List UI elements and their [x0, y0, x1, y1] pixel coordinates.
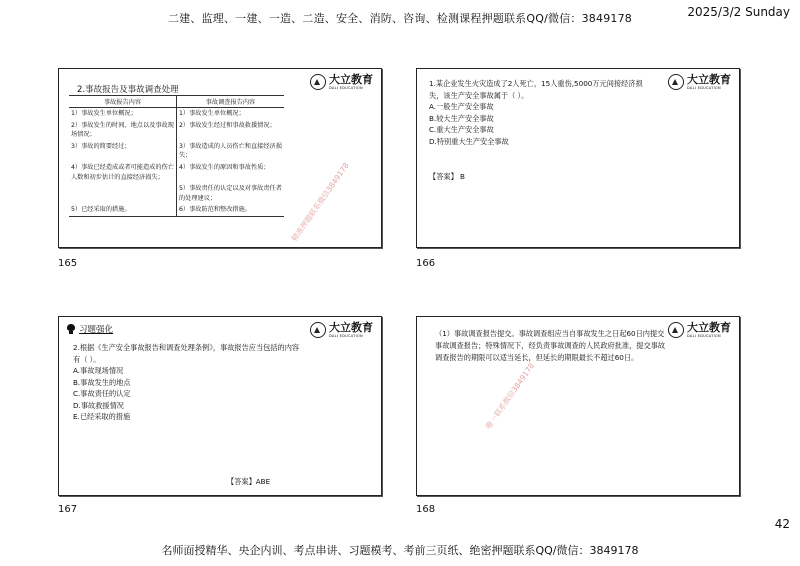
dali-logo	[668, 74, 731, 91]
slide-165	[58, 68, 382, 248]
slide-166	[416, 68, 740, 248]
table-row	[69, 141, 284, 162]
table-cell: 2）事故发生经过和事故救援情况；	[179, 121, 276, 129]
table-cell: 5）事故责任的认定以及对事故责任者的处理建议；	[179, 185, 282, 202]
table-cell: 3）事故造成的人员伤亡和直接经济损失；	[179, 142, 282, 160]
table-cell: 2）事故发生的时间、地点以及事故现场情况；	[69, 120, 177, 141]
option-a: A.事故现场情况	[73, 366, 124, 375]
table-cell	[69, 183, 177, 204]
report-content-table	[69, 95, 284, 217]
section-heading	[67, 323, 113, 335]
slide-number: 168	[416, 504, 436, 515]
table-row	[69, 108, 284, 120]
table-header-investigation: 事故调查报告内容	[177, 96, 285, 108]
table-row	[69, 204, 284, 216]
dali-logo-icon	[310, 322, 326, 338]
logo-en-text: DALI EDUCATION	[687, 86, 721, 90]
option-d: D.特别重大生产安全事故	[429, 136, 509, 146]
logo-cn-text: 大立教育	[329, 321, 373, 334]
option-b: B.较大生产安全事故	[429, 113, 494, 123]
table-cell: 3）事故的简要经过；	[69, 141, 177, 162]
table-row	[69, 162, 284, 183]
slide-168	[416, 316, 740, 496]
watermark: 唯一联系微信3849178	[483, 361, 537, 431]
table-cell: 4）事故已经造成或者可能造成的伤亡人数和初步估计的直接经济损失；	[69, 162, 177, 183]
footer-banner: 名师面授精华、央企内训、考点串讲、习题模考、考前三页纸、绝密押题联系QQ/微信：3849178	[161, 544, 639, 557]
date-label: 2025/3/2 Sunday	[687, 5, 790, 19]
logo-en-text: DALI EDUCATION	[687, 334, 721, 338]
slide-167	[58, 316, 382, 496]
logo-en-text: DALI EDUCATION	[329, 86, 363, 90]
body-text: （1）事故调查报告提交。事故调查组应当自事故发生之日起60日内提交事故调查报告；特殊情况下，经负责事故调查的人民政府批准，提交事故调查报告的期限可以适当延长，但延长的期限最长不超过60日。	[435, 329, 666, 362]
dali-logo	[310, 322, 373, 339]
option-e: E.已经采取的措施	[73, 412, 131, 421]
dali-logo-icon	[310, 74, 326, 90]
slide-number: 166	[416, 258, 436, 269]
table-cell: 1）事故发生单位概况；	[69, 108, 177, 120]
answer-label: 【答案】 B	[429, 172, 465, 181]
table-cell: 6）事故防范和整改措施。	[177, 204, 285, 216]
logo-cn-text: 大立教育	[687, 73, 731, 86]
option-c: C.重大生产安全事故	[429, 125, 494, 134]
section-heading-text: 习题强化	[79, 325, 114, 335]
dali-logo-icon	[668, 322, 684, 338]
logo-cn-text: 大立教育	[687, 321, 731, 334]
dali-logo	[668, 322, 731, 339]
option-b: B.事故发生的地点	[73, 377, 131, 387]
table-cell: 5）已经采取的措施。	[69, 204, 177, 216]
table-cell: 4）事故发生的原因和事故性质；	[179, 164, 270, 172]
page-number: 42	[774, 517, 790, 531]
table-header-report: 事故报告内容	[69, 96, 177, 108]
slide-title: 2.事故报告及事故调查处理	[77, 85, 179, 95]
slide-number: 167	[58, 504, 78, 515]
answer-label: 【答案】ABE	[227, 477, 271, 486]
question-text: 2.根据《生产安全事故报告和调查处理条例》，事故报告应当包括的内容有（ ）。	[73, 343, 300, 364]
watermark: 精准押题联系微信3849178	[289, 161, 351, 243]
logo-cn-text: 大立教育	[329, 73, 373, 86]
table-row	[69, 120, 284, 141]
table-cell: 1）事故发生单位概况；	[179, 110, 245, 117]
question-text: 1.某企业发生火灾造成了2人死亡，15人重伤,5000万元间接经济损失，该生产安全事故属于（ ）。	[429, 79, 643, 100]
question-block	[429, 78, 649, 147]
question-block	[73, 342, 301, 423]
table-row	[69, 183, 284, 204]
slide-number: 165	[58, 258, 78, 269]
option-d: D.事故救援情况	[73, 400, 124, 410]
dali-logo	[310, 74, 373, 91]
dali-logo-icon	[668, 74, 684, 90]
lightbulb-icon	[67, 324, 75, 334]
option-c: C.事故责任的认定	[73, 389, 131, 398]
logo-en-text: DALI EDUCATION	[329, 334, 363, 338]
header-banner: 二建、监理、一建、一造、二造、安全、消防、咨询、检测课程押题联系QQ/微信：3849178	[167, 12, 632, 25]
option-a: A.一般生产安全事故	[429, 102, 494, 111]
